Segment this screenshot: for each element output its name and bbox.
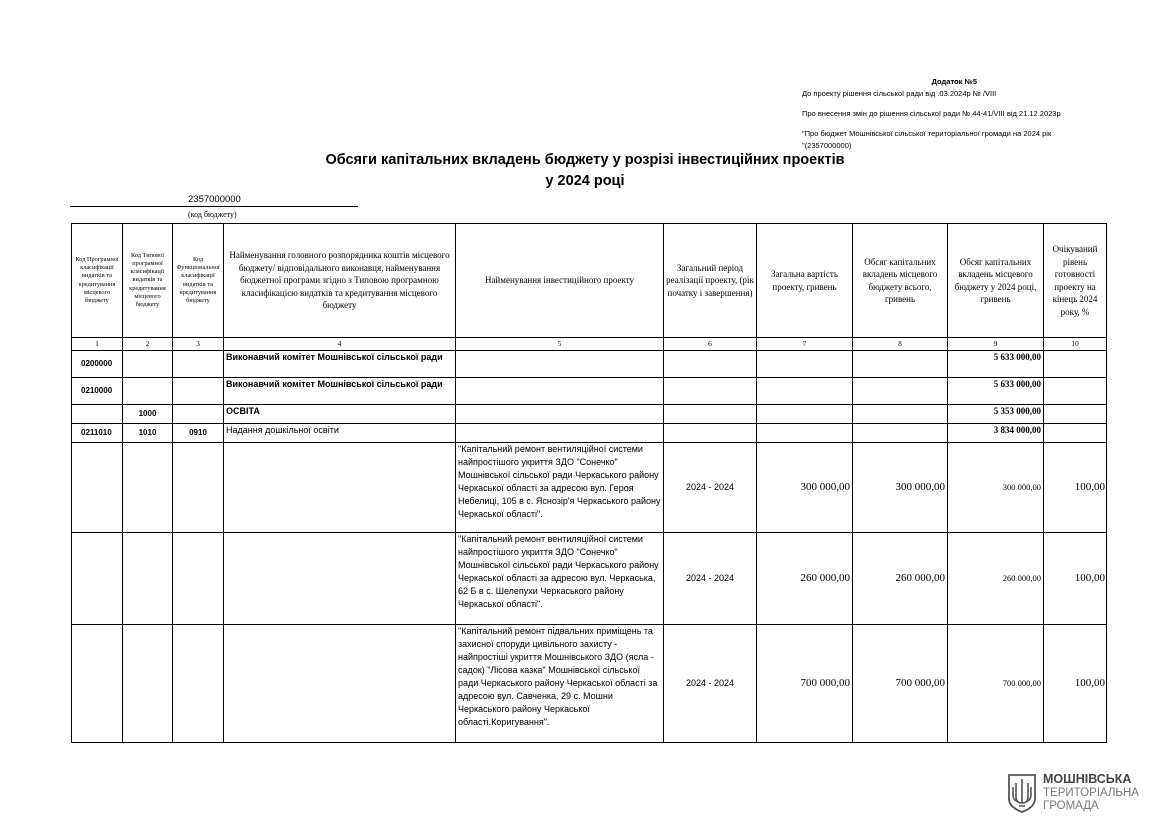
table-row (72, 405, 1107, 424)
table-row (72, 424, 1107, 443)
readiness-cell: 100,00 (1044, 533, 1107, 625)
column-number: 2 (123, 338, 173, 351)
functional-code-cell: 0910 (173, 424, 224, 443)
project-name-cell: "Капітальний ремонт вентиляційної системи найпростішого укриття ЗДО "Сонечко" Мошнівської сільської ради Черкаського району Черкаської області за адресою вул. Черкаська, 62 Б в с. Шелепухи Черкаського району Черкаської області". (456, 533, 664, 625)
total-cost-cell: 260 000,00 (757, 533, 853, 625)
amount-2024-cell: 5 633 000,00 (948, 378, 1044, 405)
column-number-row (72, 338, 1107, 351)
column-header: Очікуваний рівень готовності проекту на кінець 2024 року, % (1044, 224, 1107, 338)
budget-code-ref-line: "(2357000000) (802, 141, 852, 150)
column-header: Найменування інвестиційного проекту (456, 224, 664, 338)
program-code-cell: 0211010 (72, 424, 123, 443)
column-number: 9 (948, 338, 1044, 351)
program-code-cell (72, 405, 123, 424)
column-header: Обсяг капітальних вкладень місцевого бюджету всього, гривень (853, 224, 948, 338)
program-code-cell: 0210000 (72, 378, 123, 405)
column-header: Обсяг капітальних вкладень місцевого бюджету у 2024 році, гривень (948, 224, 1044, 338)
column-number: 5 (456, 338, 664, 351)
budget-code-caption: (код бюджету) (188, 210, 237, 219)
table-header-row (72, 224, 1107, 338)
typical-code-cell: 1010 (123, 424, 173, 443)
total-cost-cell: 300 000,00 (757, 443, 853, 533)
project-period-cell: 2024 - 2024 (664, 443, 757, 533)
column-number: 7 (757, 338, 853, 351)
document-header (802, 76, 1162, 152)
draft-decision-line: До проекту рішення сільської ради від .03.2024р № /VIII (802, 89, 997, 98)
typical-code-cell: 1000 (123, 405, 173, 424)
page-subtitle: у 2024 році (545, 173, 625, 189)
amount-2024-cell: 5 353 000,00 (948, 405, 1044, 424)
budget-code-underline (70, 206, 358, 207)
column-number: 10 (1044, 338, 1107, 351)
readiness-cell: 100,00 (1044, 443, 1107, 533)
column-number: 3 (173, 338, 224, 351)
project-name-cell: "Капітальний ремонт підвальних приміщень та захисної споруди цивільного захисту - найпростіші укриття Мошнівського ЗДО (ясла - садок) "Лісова казка" Мошнівської сільської ради Черкаського району Черкаської області за адресою вул. Савченка, 29 с. Мошни Черкаського району Черкаської області.Коригування". (456, 625, 664, 743)
column-header: Код Типової програмної класифікації видатків та кредитування місцевого бюджету (123, 224, 173, 338)
functional-code-cell (173, 351, 224, 378)
table-row (72, 351, 1107, 378)
amount-2024-cell: 5 633 000,00 (948, 351, 1044, 378)
logo-line-2: ТЕРИТОРІАЛЬНА (1043, 786, 1139, 799)
program-name-cell: ОСВІТА (224, 405, 456, 424)
capital-2024-cell: 700 000,00 (948, 625, 1044, 743)
column-header: Код Функціональної класифікації видатків та кредитування бюджету (173, 224, 224, 338)
project-period-cell: 2024 - 2024 (664, 625, 757, 743)
logo-line-3: ГРОМАДА (1043, 800, 1099, 812)
column-number: 1 (72, 338, 123, 351)
program-name-cell: Виконавчий комітет Мошнівської сільської ради (224, 351, 456, 378)
project-row (72, 625, 1107, 743)
community-logo (1007, 773, 1157, 815)
column-header: Найменування головного розпорядника коштів місцевого бюджету/ відповідального виконавця, найменування бюджетної програми згідно з Типовою програмною класифікацією видатків та кредитування місцевого бюджету (224, 224, 456, 338)
readiness-cell: 100,00 (1044, 625, 1107, 743)
project-name-cell: "Капітальний ремонт вентиляційної системи найпростішого укриття ЗДО "Сонечко" Мошнівської сільської ради Черкаського району Черкаської області за адресою вул. Героя Небелиці, 105 в с. Яснозір'я Черкаського району Черкаської області". (456, 443, 664, 533)
addendum-label: Додаток №5 (931, 77, 977, 86)
functional-code-cell (173, 405, 224, 424)
column-number: 6 (664, 338, 757, 351)
program-name-cell: Надання дошкільної освіти (224, 424, 456, 443)
column-number: 8 (853, 338, 948, 351)
project-row (72, 533, 1107, 625)
investment-projects-table (71, 223, 1107, 743)
amendment-line: Про внесення змін до рішення сільської ради № 44-41/VIII від 21.12.2023р (802, 109, 1061, 118)
budget-decision-line: "Про бюджет Мошнівської сільської територіальної громади на 2024 рік (802, 129, 1052, 138)
typical-code-cell (123, 378, 173, 405)
column-header: Загальний період реалізації проекту, (рік початку і завершення) (664, 224, 757, 338)
total-cost-cell: 700 000,00 (757, 625, 853, 743)
amount-2024-cell: 3 834 000,00 (948, 424, 1044, 443)
program-code-cell: 0200000 (72, 351, 123, 378)
functional-code-cell (173, 378, 224, 405)
capital-total-cell: 700 000,00 (853, 625, 948, 743)
logo-line-1: МОШНІВСЬКА (1043, 772, 1132, 786)
capital-total-cell: 260 000,00 (853, 533, 948, 625)
column-header: Код Програмної класифікації видатків та кредитування місцевого бюджету (72, 224, 123, 338)
project-period-cell: 2024 - 2024 (664, 533, 757, 625)
project-row (72, 443, 1107, 533)
capital-total-cell: 300 000,00 (853, 443, 948, 533)
capital-2024-cell: 300 000,00 (948, 443, 1044, 533)
page-title: Обсяги капітальних вкладень бюджету у розрізі інвестиційних проектів (325, 152, 845, 168)
column-header: Загальна вартість проекту, гривень (757, 224, 853, 338)
capital-2024-cell: 260 000,00 (948, 533, 1044, 625)
program-name-cell: Виконавчий комітет Мошнівської сільської ради (224, 378, 456, 405)
typical-code-cell (123, 351, 173, 378)
table-row (72, 378, 1107, 405)
column-number: 4 (224, 338, 456, 351)
trident-icon (1007, 773, 1037, 813)
budget-code-value: 2357000000 (188, 194, 241, 205)
